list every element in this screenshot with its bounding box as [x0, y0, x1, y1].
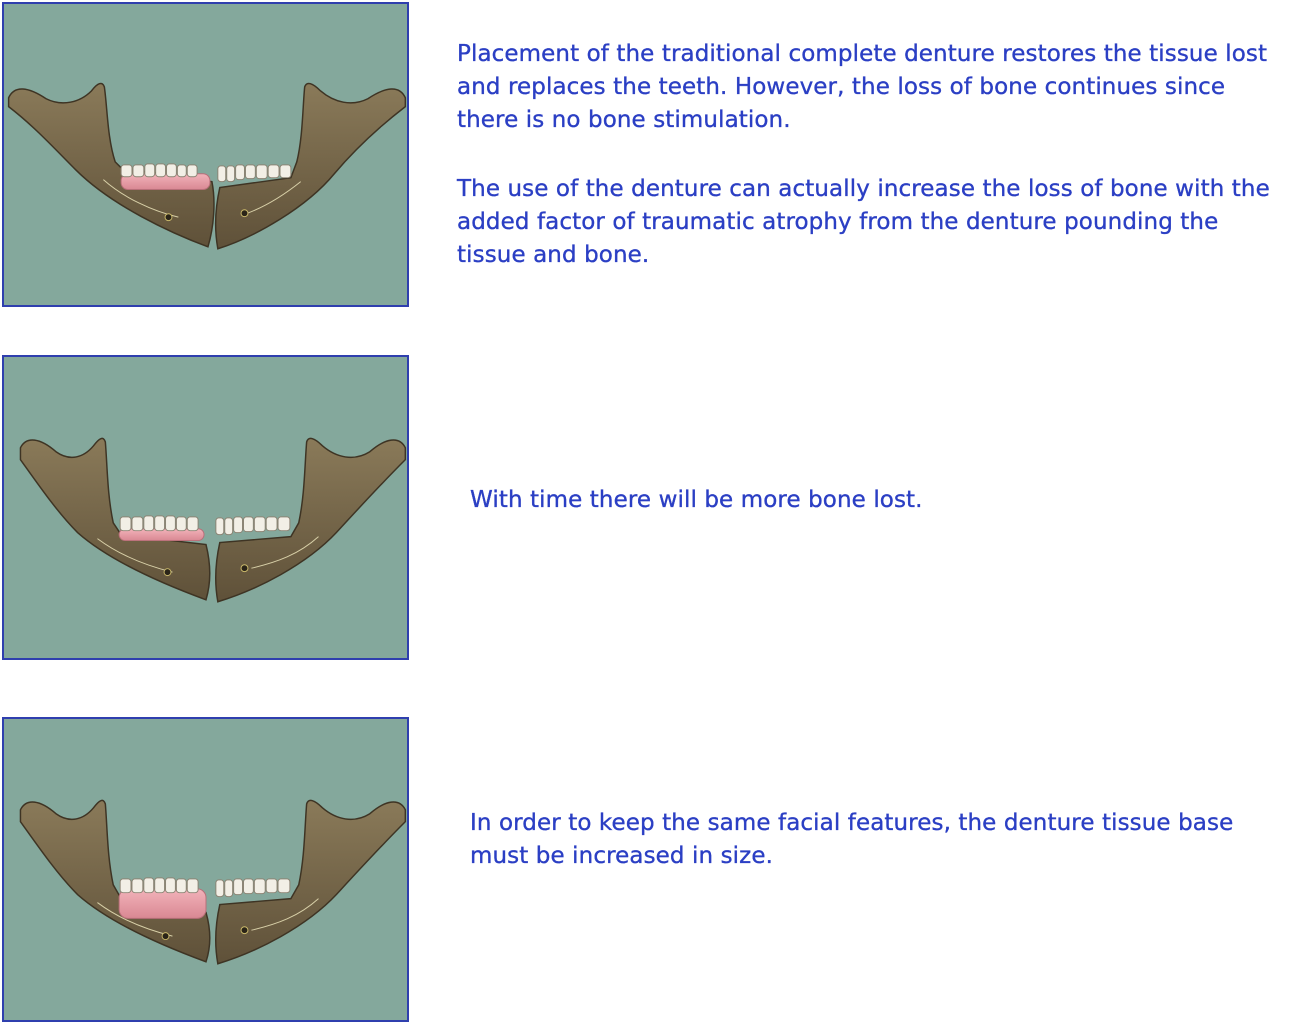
- jaw-illustration: [4, 719, 407, 1020]
- mental-foramen-right: [241, 210, 248, 217]
- denture-teeth-left: [120, 516, 198, 531]
- jaw-illustration-denture-placed: [2, 2, 409, 307]
- mental-foramen-left: [164, 569, 171, 576]
- caption-denture-placement: Placement of the traditional complete denture restores the tissue lost and replaces the teeth. However, the loss of bone continues since there is no bone stimulation.: [457, 41, 1268, 133]
- caption-more-bone-lost: With time there will be more bone lost.: [470, 487, 923, 513]
- mental-foramen-left: [165, 214, 172, 221]
- jaw-illustration-bone-lost: [2, 355, 409, 660]
- jaw-illustration: [4, 357, 407, 658]
- mental-foramen-left: [162, 933, 169, 940]
- mental-foramen-right: [241, 565, 248, 572]
- mental-foramen-right: [241, 927, 248, 934]
- jaw-illustration: [4, 4, 407, 305]
- denture-teeth-left: [120, 878, 198, 893]
- natural-teeth-right: [216, 517, 290, 535]
- caption-denture-bone-loss: The use of the denture can actually increase the loss of bone with the added factor of traumatic atrophy from the denture pounding the tissue and bone.: [457, 176, 1270, 268]
- jaw-illustration-increased-denture-base: [2, 717, 409, 1022]
- natural-teeth-right: [216, 879, 290, 897]
- caption-increase-denture-base: In order to keep the same facial features, the denture tissue base must be increased in size.: [470, 810, 1234, 869]
